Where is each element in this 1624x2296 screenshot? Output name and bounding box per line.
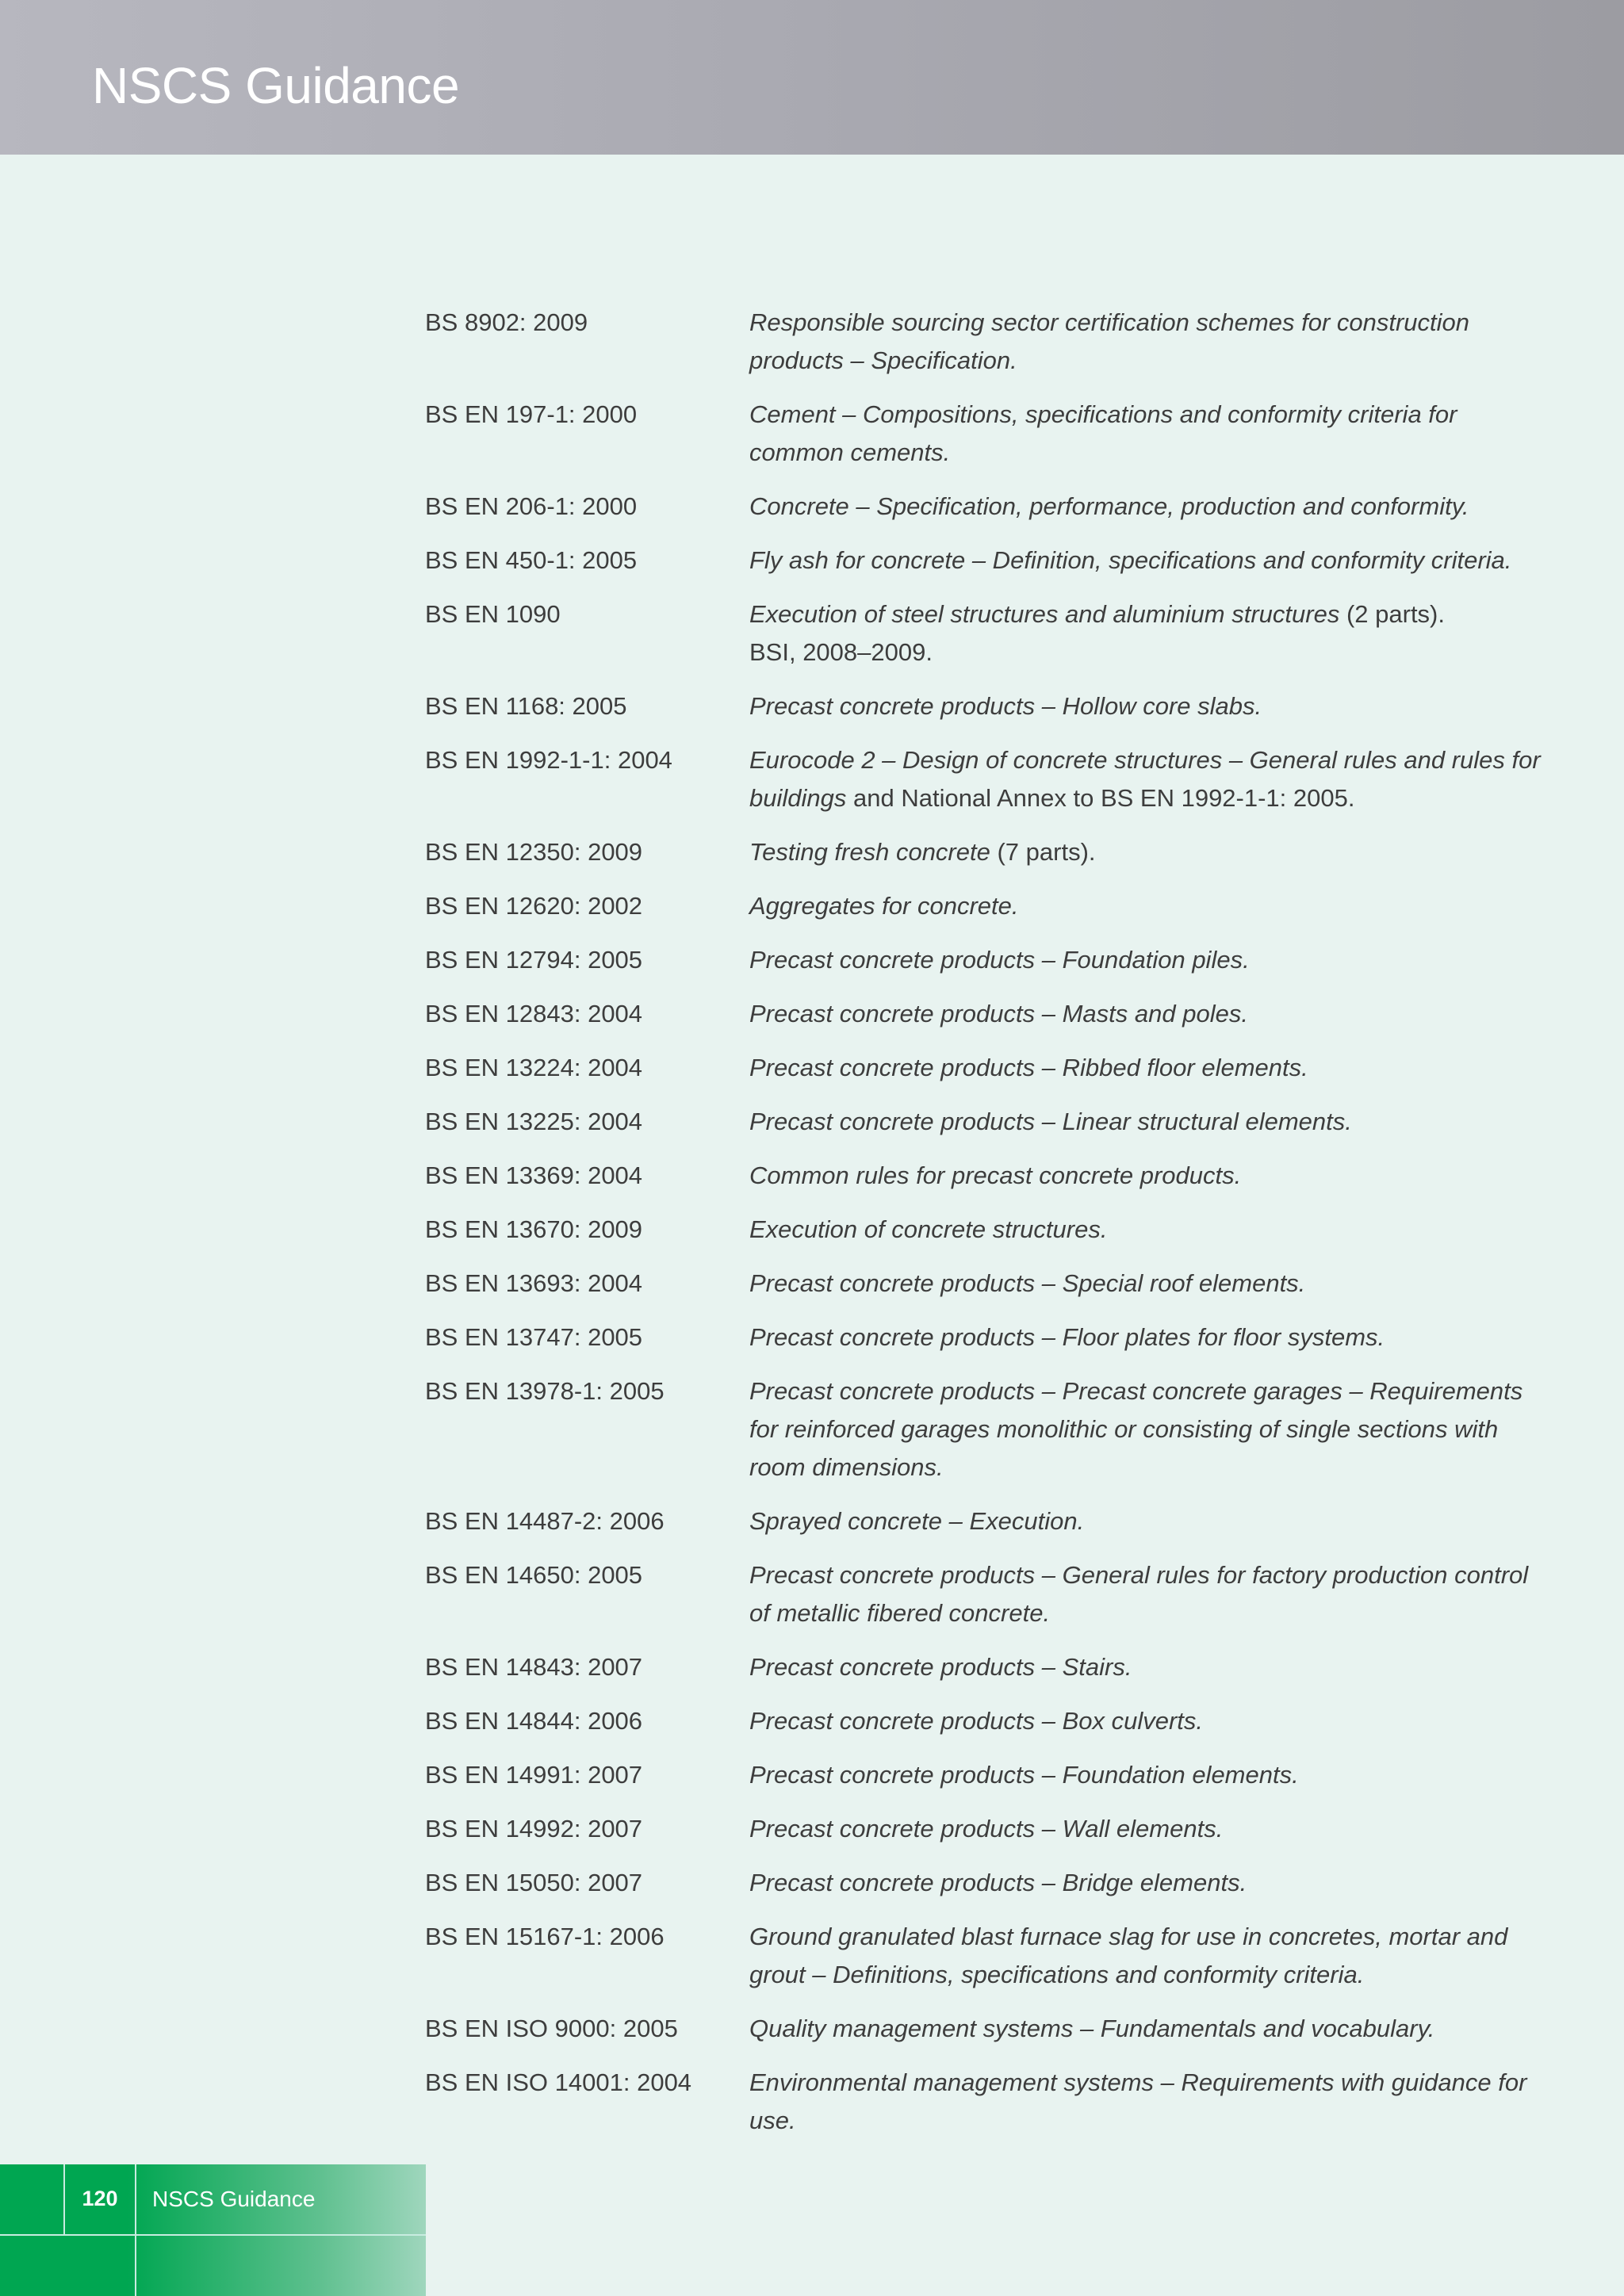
reference-description-text: Testing fresh concrete [749, 838, 990, 866]
reference-description [749, 1157, 1551, 1195]
reference-description-text: Concrete – Specification, performance, production and conformity. [749, 492, 1469, 520]
reference-code: BS EN 14487-2: 2006 [425, 1507, 665, 1535]
reference-description-text: Execution of steel structures and aluminium structures [749, 600, 1340, 628]
reference-row [425, 1556, 1551, 1632]
reference-description [749, 488, 1551, 526]
reference-code: BS EN 15050: 2007 [425, 1869, 643, 1896]
reference-code: BS EN 13369: 2004 [425, 1161, 643, 1189]
reference-description-text: Sprayed concrete – Execution. [749, 1507, 1085, 1535]
reference-description-text: Precast concrete products – Precast concrete garages – Requirements for reinforced garages monolithic or consisting of single sections with room dimensions. [749, 1377, 1523, 1481]
reference-list [425, 304, 1551, 2156]
reference-row [425, 396, 1551, 472]
reference-description [749, 1049, 1551, 1087]
reference-description-text: Precast concrete products – Ribbed floor elements. [749, 1054, 1308, 1081]
reference-description-text: Precast concrete products – Foundation piles. [749, 946, 1250, 974]
reference-description [749, 1265, 1551, 1303]
reference-code: BS EN 1992-1-1: 2004 [425, 746, 672, 774]
reference-description-text: Precast concrete products – Masts and poles. [749, 1000, 1248, 1027]
reference-code: BS EN 14992: 2007 [425, 1815, 643, 1843]
reference-description-text: Precast concrete products – Box culverts. [749, 1707, 1204, 1735]
reference-code: BS EN 13978-1: 2005 [425, 1377, 665, 1405]
reference-description [749, 1864, 1551, 1902]
reference-row [425, 1702, 1551, 1740]
reference-description-text: and National Annex to BS EN 1992-1-1: 2005. [846, 784, 1355, 812]
reference-row [425, 1756, 1551, 1794]
reference-code: BS EN 450-1: 2005 [425, 546, 638, 574]
reference-row [425, 304, 1551, 380]
reference-row [425, 1648, 1551, 1686]
reference-description [749, 1502, 1551, 1540]
reference-description-text: Precast concrete products – Foundation elements. [749, 1761, 1299, 1789]
reference-code: BS EN 12843: 2004 [425, 1000, 643, 1027]
reference-row [425, 1864, 1551, 1902]
reference-row [425, 541, 1551, 580]
reference-code: BS EN 197-1: 2000 [425, 400, 638, 428]
reference-row [425, 687, 1551, 725]
reference-description-text: Ground granulated blast furnace slag for use in concretes, mortar and grout – Definitions, specifications and conformity criteria. [749, 1923, 1508, 1988]
reference-code: BS EN 13225: 2004 [425, 1108, 643, 1135]
reference-description-text: Cement – Compositions, specifications and conformity criteria for common cements. [749, 400, 1457, 466]
footer-block [0, 2164, 426, 2296]
reference-description [749, 1372, 1551, 1487]
reference-description-text: Fly ash for concrete – Definition, specifications and conformity criteria. [749, 546, 1512, 574]
reference-code: BS EN 13670: 2009 [425, 1215, 643, 1243]
page-title: NSCS Guidance [92, 57, 460, 114]
reference-row [425, 995, 1551, 1033]
reference-code: BS EN 12350: 2009 [425, 838, 643, 866]
reference-description [749, 304, 1551, 380]
reference-description [749, 1702, 1551, 1740]
reference-description [749, 2064, 1551, 2140]
reference-code: BS EN 13693: 2004 [425, 1269, 643, 1297]
reference-description-text: Environmental management systems – Requirements with guidance for use. [749, 2068, 1527, 2134]
reference-code: BS EN 14843: 2007 [425, 1653, 643, 1681]
reference-code: BS EN 15167-1: 2006 [425, 1923, 665, 1950]
reference-description-text: Common rules for precast concrete products. [749, 1161, 1242, 1189]
reference-description [749, 687, 1551, 725]
reference-row [425, 488, 1551, 526]
reference-row [425, 1502, 1551, 1540]
reference-description [749, 1918, 1551, 1994]
reference-description-text: Execution of concrete structures. [749, 1215, 1108, 1243]
reference-description-text: Precast concrete products – Stairs. [749, 1653, 1132, 1681]
reference-row [425, 1918, 1551, 1994]
reference-description [749, 595, 1551, 672]
reference-code: BS EN 14844: 2006 [425, 1707, 643, 1735]
reference-description-text: Precast concrete products – General rules for factory production control of metallic fibered concrete. [749, 1561, 1529, 1627]
footer-divider [135, 2164, 136, 2296]
reference-description [749, 1556, 1551, 1632]
reference-row [425, 1049, 1551, 1087]
reference-row [425, 833, 1551, 871]
reference-description [749, 1103, 1551, 1141]
reference-description [749, 741, 1551, 817]
reference-code: BS EN 12620: 2002 [425, 892, 643, 920]
reference-row [425, 2064, 1551, 2140]
reference-description-text: (2 parts). [1339, 600, 1445, 628]
header-band [0, 0, 1624, 155]
reference-description [749, 833, 1551, 871]
footer-label: NSCS Guidance [152, 2187, 316, 2211]
reference-description [749, 396, 1551, 472]
reference-description [749, 941, 1551, 979]
reference-row [425, 2010, 1551, 2048]
reference-code: BS EN 14650: 2005 [425, 1561, 643, 1589]
reference-code: BS EN ISO 9000: 2005 [425, 2015, 678, 2042]
reference-code: BS 8902: 2009 [425, 308, 588, 336]
reference-row [425, 1372, 1551, 1487]
reference-code: BS EN 12794: 2005 [425, 946, 643, 974]
reference-description-text: Precast concrete products – Linear structural elements. [749, 1108, 1352, 1135]
reference-description-text: Precast concrete products – Floor plates for floor systems. [749, 1323, 1385, 1351]
reference-description-text: Precast concrete products – Hollow core slabs. [749, 692, 1262, 720]
reference-description [749, 2010, 1551, 2048]
reference-row [425, 887, 1551, 925]
reference-description [749, 1648, 1551, 1686]
reference-description-text: Quality management systems – Fundamentals and vocabulary. [749, 2015, 1435, 2042]
reference-row [425, 595, 1551, 672]
footer-divider [0, 2234, 426, 2236]
reference-description [749, 887, 1551, 925]
reference-description-text: Eurocode 2 – Design of concrete structures – General rules and rules for buildings [749, 746, 1541, 812]
reference-description-text: Aggregates for concrete. [749, 892, 1019, 920]
reference-description [749, 1756, 1551, 1794]
reference-description [749, 1810, 1551, 1848]
reference-row [425, 1318, 1551, 1357]
reference-description-text: Precast concrete products – Special roof elements. [749, 1269, 1306, 1297]
reference-description-text: Precast concrete products – Wall elements. [749, 1815, 1224, 1843]
reference-description [749, 1318, 1551, 1357]
reference-code: BS EN 1090 [425, 600, 561, 628]
reference-description-text: (7 parts). [990, 838, 1096, 866]
reference-code: BS EN 1168: 2005 [425, 692, 627, 720]
reference-row [425, 1810, 1551, 1848]
reference-row [425, 1211, 1551, 1249]
page-number: 120 [82, 2187, 118, 2210]
reference-row [425, 1265, 1551, 1303]
reference-code: BS EN ISO 14001: 2004 [425, 2068, 692, 2096]
reference-description [749, 1211, 1551, 1249]
reference-row [425, 741, 1551, 817]
reference-description [749, 541, 1551, 580]
reference-row [425, 1103, 1551, 1141]
reference-row [425, 1157, 1551, 1195]
reference-description-text: Responsible sourcing sector certification schemes for construction products – Specification. [749, 308, 1470, 374]
reference-code: BS EN 206-1: 2000 [425, 492, 638, 520]
reference-code: BS EN 13224: 2004 [425, 1054, 643, 1081]
reference-code: BS EN 13747: 2005 [425, 1323, 643, 1351]
reference-description-text: BSI, 2008–2009. [749, 638, 933, 666]
reference-description-text: Precast concrete products – Bridge elements. [749, 1869, 1247, 1896]
reference-description [749, 995, 1551, 1033]
reference-code: BS EN 14991: 2007 [425, 1761, 643, 1789]
reference-row [425, 941, 1551, 979]
